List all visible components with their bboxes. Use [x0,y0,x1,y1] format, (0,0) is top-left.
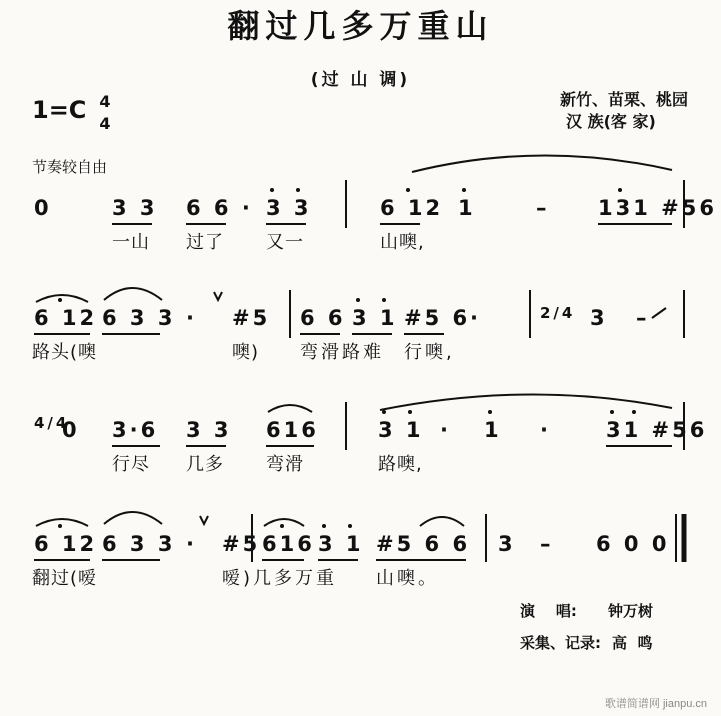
row3-note-3: 3 3 [186,418,232,442]
slur [268,405,312,412]
tempo-marking: 节奏较自由 [32,158,108,176]
source-ethnicity: 汉 族(客 家) [566,112,656,131]
slur [380,394,672,410]
row3-note-5: 3 1 [378,418,424,442]
row4-note-9: 6 0 0 [596,532,670,556]
row1-lyric-2: 又一 [266,232,304,253]
row1-note-5: 1 [458,196,476,220]
row1-lyric-0: 一山 [112,232,150,253]
row2-time-change: 2/4 [540,304,576,322]
row3-time-change: 4/4 [34,414,70,432]
high-dot [462,188,466,192]
watermark: 歌谱简谱网 jianpu.cn [604,698,707,710]
row3-note-7: 1 [484,418,502,442]
row1-note-0: 0 [34,196,52,220]
high-dot [406,188,410,192]
row1-note-7: 131 #56 [598,196,717,220]
high-dot [270,188,274,192]
row4-note-0: 6 12 [34,532,98,556]
row2-lyric-0: 路头(噢 [32,342,98,363]
high-dot [488,410,492,414]
breath-mark [214,292,222,300]
singer-name: 钟万树 [608,602,654,620]
high-dot [322,524,326,528]
row4-note-4: 616 [262,532,315,556]
slur [36,295,88,302]
key-signature: 1=C [32,96,87,124]
row3-note-8: · [540,418,551,442]
song-subtitle: (过 山 调) [310,70,411,90]
collector-name: 高 鸣 [612,634,653,652]
source-region: 新竹、苗栗、桃园 [560,90,689,109]
row4-lyric-1: 嗳)几多万重 [222,568,338,589]
row4-note-1: 6 3 3 [102,532,176,556]
row3-note-1: 0 [62,418,80,442]
row3-lyric-0: 行尽 [112,454,150,475]
slur [264,519,304,526]
row3-note-9: 31 #56 [606,418,708,442]
row2-note-4: 6 6 [300,306,346,330]
row2-note-3: #5 [232,306,271,330]
row2-note-0: 6 12 [34,306,98,330]
row4-note-2: · [186,532,197,556]
row3-note-4: 616 [266,418,319,442]
high-dot [610,410,614,414]
row2-note-1: 6 3 3 [102,306,176,330]
row1-note-2: 6 6 · [186,196,253,220]
row4-lyric-2: 山噢。 [376,568,439,589]
row2-note-7: · [470,306,481,330]
row2-lyric-1: 噢) [232,342,260,363]
row2-note-10: – [636,306,650,330]
arrow [652,308,666,318]
row3-note-6: · [440,418,451,442]
high-dot [382,410,386,414]
row3-lyric-2: 弯滑 [266,454,304,475]
slur [104,288,162,300]
row1-note-4: 6 12 [380,196,444,220]
row3-lyric-3: 路噢, [378,454,423,475]
row2-note-9: 3 [590,306,608,330]
row4-note-3: #5 [222,532,261,556]
row4-note-5: 3 1 [318,532,364,556]
time-sig-bottom: 4 [99,114,111,133]
slur [412,155,672,172]
high-dot [618,188,622,192]
row1-lyric-3: 山噢, [380,232,425,253]
high-dot [356,298,360,302]
row1-lyric-1: 过了 [186,232,224,253]
row2-note-6: #5 6 [404,306,471,330]
row2-note-2: · [186,306,197,330]
breath-mark [200,516,208,524]
slur [420,517,464,526]
row1-note-6: – [536,196,550,220]
row4-note-6: #5 6 6 [376,532,471,556]
slur [36,519,88,526]
high-dot [58,524,62,528]
high-dot [382,298,386,302]
song-title: 翻过几多万重山 [227,7,494,45]
high-dot [58,298,62,302]
row2-note-5: 3 1 [352,306,398,330]
row4-lyric-0: 翻过(嗳 [32,568,98,589]
high-dot [632,410,636,414]
collector-label: 采集、记录: [520,634,601,652]
row1-note-3: 3 3 [266,196,312,220]
high-dot [280,524,284,528]
row4-note-8: – [540,532,554,556]
high-dot [348,524,352,528]
singer-label: 演 唱: [520,602,577,620]
row3-lyric-1: 几多 [186,454,224,475]
slur [104,512,162,524]
high-dot [408,410,412,414]
row3-note-2: 3·6 [112,418,159,442]
high-dot [296,188,300,192]
row4-note-7: 3 [498,532,516,556]
row1-note-1: 3 3 [112,196,158,220]
row2-lyric-3: 行噢, [404,342,455,363]
time-sig-top: 4 [99,92,111,111]
row2-lyric-2: 弯滑路难 [300,342,384,363]
